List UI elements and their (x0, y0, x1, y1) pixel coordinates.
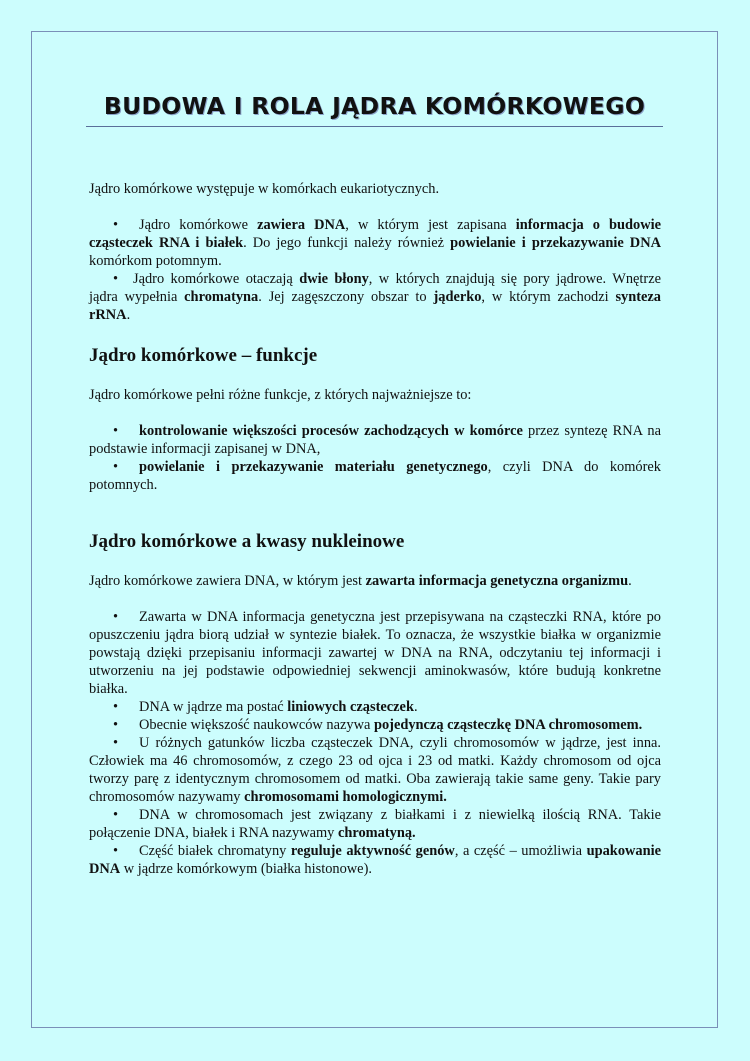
list-item: • U różnych gatunków liczba cząsteczek DNA, czyli chromosomów w jądrze, jest inna. Człowiek ma 46 chromosomów, z czego 23 od ojca i 23 od matki. Każdy chromosom od ojca tworzy parę z identycznym chromosomem od matki. Oba zawierają takie same geny. Takie pary chromosomów nazywamy chromosomami homologicznymi. (89, 735, 661, 805)
section-heading-funkcje: Jądro komórkowe – funkcje (89, 345, 318, 366)
intro-paragraph: Jądro komórkowe występuje w komórkach eukariotycznych. (89, 181, 440, 197)
document-body (89, 180, 661, 878)
list-item: • powielanie i przekazywanie materiału genetycznego, czyli DNA do komórek potomnych. (89, 459, 661, 493)
list-item: • DNA w jądrze ma postać liniowych cząsteczek. (113, 699, 418, 715)
section1-lead: Jądro komórkowe pełni różne funkcje, z których najważniejsze to: (89, 387, 472, 403)
list-item: • kontrolowanie większości procesów zachodzących w komórce przez syntezę RNA na podstawie informacji zapisanej w DNA, (89, 423, 661, 457)
list-item: • Część białek chromatyny reguluje aktywność genów, a część – umożliwia upakowanie DNA w jądrze komórkowym (białka histonowe). (89, 843, 661, 877)
list-item: • DNA w chromosomach jest związany z białkami i z niewielką ilością RNA. Takie połączenie DNA, białek i RNA nazywamy chromatyną. (89, 807, 661, 841)
list-item: • Jądro komórkowe zawiera DNA, w którym jest zapisana informacja o budowie cząsteczek RNA i białek. Do jego funkcji należy również powielanie i przekazywanie DNA komórkom potomnym. (89, 217, 662, 269)
list-item: • Jądro komórkowe otaczają dwie błony, w których znajdują się pory jądrowe. Wnętrze jądra wypełnia chromatyna. Jej zagęszczony obszar to jąderko, w którym zachodzi synteza rRNA. (89, 271, 662, 323)
list-item: • Zawarta w DNA informacja genetyczna jest przepisywana na cząsteczki RNA, które po opuszczeniu jądra biorą udział w syntezie białek. To oznacza, że wszystkie białka w organizmie powstają dzięki przepisaniu informacji zawartej w DNA na RNA, odczytaniu tej informacji i utworzeniu na jej podstawie odpowiedniej sekwencji aminokwasów, które budują konkretne białka. (89, 609, 661, 697)
list-item: • Obecnie większość naukowców nazywa pojedynczą cząsteczkę DNA chromosomem. (113, 717, 643, 733)
intro-list (89, 216, 661, 324)
section-heading-kwasy: Jądro komórkowe a kwasy nukleinowe (89, 531, 405, 552)
section2-lead: Jądro komórkowe zawiera DNA, w którym jest zawarta informacja genetyczna organizmu. (89, 573, 632, 589)
page-title: BUDOWA I ROLA JĄDRA KOMÓRKOWEGO (86, 92, 663, 127)
nucleic-acids-list (89, 608, 661, 878)
functions-list (89, 422, 661, 494)
